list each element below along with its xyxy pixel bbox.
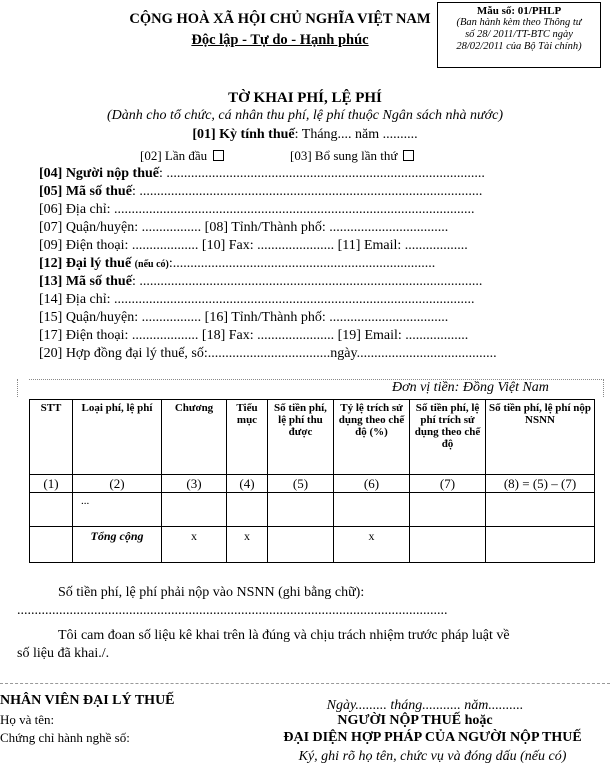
agent-phone-label: [17] Điện thoại: <box>39 328 129 343</box>
form-note-1: (Ban hành kèm theo Thông tư <box>456 17 582 28</box>
contact-row[interactable] <box>39 238 539 257</box>
column-number-row <box>30 475 595 493</box>
tax-agent-row[interactable] <box>39 256 539 275</box>
agent-province-label: [16] Tỉnh/Thành phố: <box>204 310 326 325</box>
tax-agent-note: (nếu có) <box>134 259 169 270</box>
email-field[interactable]: .................. <box>404 238 468 253</box>
cell-payable[interactable] <box>486 493 595 527</box>
fax-field[interactable]: ...................... <box>257 238 335 253</box>
agent-staff-title: NHÂN VIÊN ĐẠI LÝ THUẾ <box>0 693 175 708</box>
cell-retained[interactable] <box>410 493 486 527</box>
header-retained: Số tiền phí, lệ phí trích sử dụng theo chế độ <box>410 400 486 475</box>
province-label: [08] Tỉnh/Thành phố: <box>204 220 326 235</box>
tax-code-field[interactable]: : .................................................................................................. <box>131 184 483 199</box>
agent-contract-field[interactable]: ................................... <box>207 346 331 361</box>
colnum-7: (7) <box>410 475 486 493</box>
header-payable: Số tiền phí, lệ phí nộp NSNN <box>486 400 595 475</box>
signature-date[interactable]: Ngày......... tháng........... năm.......... <box>326 698 524 713</box>
district-row[interactable] <box>39 220 539 239</box>
agent-district-label: [15] Quận/huyện: <box>39 310 139 325</box>
first-time-checkbox[interactable] <box>213 150 224 161</box>
agent-email-label: [19] Email: <box>337 328 402 343</box>
colnum-8: (8) = (5) – (7) <box>486 475 595 493</box>
form-code: Mẫu số: 01/PHLP <box>476 5 562 17</box>
form-code-box <box>437 2 601 68</box>
currency-unit: Đơn vị tiền: Đồng Việt Nam <box>392 380 549 395</box>
agent-address-row[interactable] <box>39 292 539 311</box>
district-label: [07] Quận/huyện: <box>39 220 139 235</box>
supplement-option[interactable] <box>290 148 414 164</box>
tax-period-label: [01] Kỳ tính thuế <box>192 127 295 142</box>
table-left-border <box>17 379 20 397</box>
cell-fee-type[interactable]: ... <box>73 493 162 527</box>
agent-fax-field[interactable]: ...................... <box>257 328 335 343</box>
cell-chapter[interactable] <box>162 493 227 527</box>
total-label: Tổng cộng <box>73 527 162 563</box>
form-note-2: số 28/ 2011/TT-BTC ngày <box>465 29 573 40</box>
agent-province-field[interactable]: .................................. <box>329 310 449 325</box>
fee-table <box>29 399 595 563</box>
first-time-label: [02] Lần đầu <box>140 148 208 163</box>
header-collected: Số tiền phí, lệ phí thu được <box>268 400 334 475</box>
agent-contract-label: [20] Hợp đồng đại lý thuế, số: <box>39 346 208 361</box>
document-title: TỜ KHAI PHÍ, LỆ PHÍ <box>228 90 382 106</box>
national-motto <box>120 32 440 49</box>
agent-contract-day-field[interactable]: ........................................ <box>356 346 497 361</box>
amount-in-words-label: Số tiền phí, lệ phí phải nộp vào NSNN (ghi bằng chữ): <box>58 585 365 600</box>
colnum-4: (4) <box>227 475 268 493</box>
signature-note: Ký, ghi rõ họ tên, chức vụ và đóng dấu (nếu có) <box>298 749 567 764</box>
cell-ratio[interactable] <box>334 493 410 527</box>
agent-address-field[interactable]: ....................................................................................................... <box>114 292 475 307</box>
table-right-border <box>603 379 606 397</box>
agent-tax-code-field[interactable]: : .................................................................................................. <box>131 274 483 289</box>
tax-period-value: : Tháng.... năm .......... <box>294 127 418 142</box>
agent-contact-row[interactable] <box>39 328 539 347</box>
agent-address-label: [14] Địa chỉ: <box>39 292 111 307</box>
cell-collected[interactable] <box>268 493 334 527</box>
agent-contract-day-label: ngày <box>330 346 357 361</box>
supplement-label: [03] Bổ sung lần thứ <box>290 148 398 163</box>
email-label: [11] Email: <box>337 238 402 253</box>
signature-title-1: NGƯỜI NỘP THUẾ hoặc <box>337 713 493 728</box>
header-ratio: Tỷ lệ trích sử dụng theo chế độ (%) <box>334 400 410 475</box>
colnum-5: (5) <box>268 475 334 493</box>
cell-sub-item[interactable] <box>227 493 268 527</box>
signature-title-2: ĐẠI DIỆN HỢP PHÁP CỦA NGƯỜI NỘP THUẾ <box>283 730 582 745</box>
total-chapter-mark: x <box>162 527 227 563</box>
declaration-text: Tôi cam đoan số liệu kê khai trên là đúng và chịu trách nhiệm trước pháp luật về <box>58 628 510 643</box>
table-row[interactable] <box>30 493 595 527</box>
phone-label: [09] Điện thoại: <box>39 238 129 253</box>
total-stt <box>30 527 73 563</box>
agent-email-field[interactable]: .................. <box>405 328 469 343</box>
address-field[interactable]: ....................................................................................................... <box>114 202 475 217</box>
agent-phone-field[interactable]: ................... <box>131 328 199 343</box>
taxpayer-row[interactable] <box>39 166 539 185</box>
tax-agent-label: [12] Đại lý thuế <box>39 256 132 271</box>
province-field[interactable]: .................................. <box>329 220 449 235</box>
colnum-3: (3) <box>162 475 227 493</box>
agent-tax-code-label: [13] Mã số thuế <box>39 274 132 289</box>
header-fee-type: Loại phí, lệ phí <box>73 400 162 475</box>
total-sub-item-mark: x <box>227 527 268 563</box>
fax-label: [10] Fax: <box>201 238 254 253</box>
supplement-checkbox[interactable] <box>403 150 414 161</box>
motto-text: Độc lập - Tự do - Hạnh phúc <box>191 32 369 48</box>
address-label: [06] Địa chỉ: <box>39 202 111 217</box>
tax-code-label: [05] Mã số thuế <box>39 184 132 199</box>
agent-fax-label: [18] Fax: <box>201 328 254 343</box>
country-name: CỘNG HOÀ XÃ HỘI CHỦ NGHĨA VIỆT NAM <box>129 11 431 27</box>
table-header-row <box>30 400 595 475</box>
colnum-1: (1) <box>30 475 73 493</box>
taxpayer-label: [04] Người nộp thuế <box>39 166 159 181</box>
agent-tax-code-row[interactable] <box>39 274 539 293</box>
cell-stt[interactable] <box>30 493 73 527</box>
header-sub-item: Tiểu mục <box>227 400 268 475</box>
total-payable[interactable] <box>486 527 595 563</box>
agent-contract-row[interactable] <box>39 346 539 365</box>
tax-code-row[interactable] <box>39 184 539 203</box>
total-row <box>30 527 595 563</box>
amount-in-words-field[interactable]: ........................................................................................................................... <box>17 603 448 618</box>
district-field[interactable]: ................. <box>141 220 202 235</box>
header-stt: STT <box>30 400 73 475</box>
tax-period <box>100 127 510 143</box>
total-retained[interactable] <box>410 527 486 563</box>
agent-staff-name[interactable]: Họ và tên: <box>0 712 55 727</box>
total-collected[interactable] <box>268 527 334 563</box>
address-row[interactable] <box>39 202 539 221</box>
declaration-text-end: số liệu đã khai./. <box>17 646 110 661</box>
total-ratio-mark: x <box>334 527 410 563</box>
header-chapter: Chương <box>162 400 227 475</box>
agent-district-field[interactable]: ................. <box>141 310 202 325</box>
first-time-option[interactable] <box>140 148 224 164</box>
agent-staff-cert[interactable]: Chứng chỉ hành nghề số: <box>0 730 130 745</box>
taxpayer-field[interactable]: : ........................................................................................... <box>159 166 485 181</box>
phone-field[interactable]: ................... <box>131 238 199 253</box>
agent-district-row[interactable] <box>39 310 539 329</box>
signature-separator <box>0 683 610 684</box>
document-subtitle: (Dành cho tổ chức, cá nhân thu phí, lệ phí thuộc Ngân sách nhà nước) <box>106 108 503 123</box>
colnum-2: (2) <box>73 475 162 493</box>
form-note-3: 28/02/2011 của Bộ Tài chính) <box>456 41 582 52</box>
tax-agent-field[interactable]: :........................................................................... <box>168 256 436 271</box>
colnum-6: (6) <box>334 475 410 493</box>
